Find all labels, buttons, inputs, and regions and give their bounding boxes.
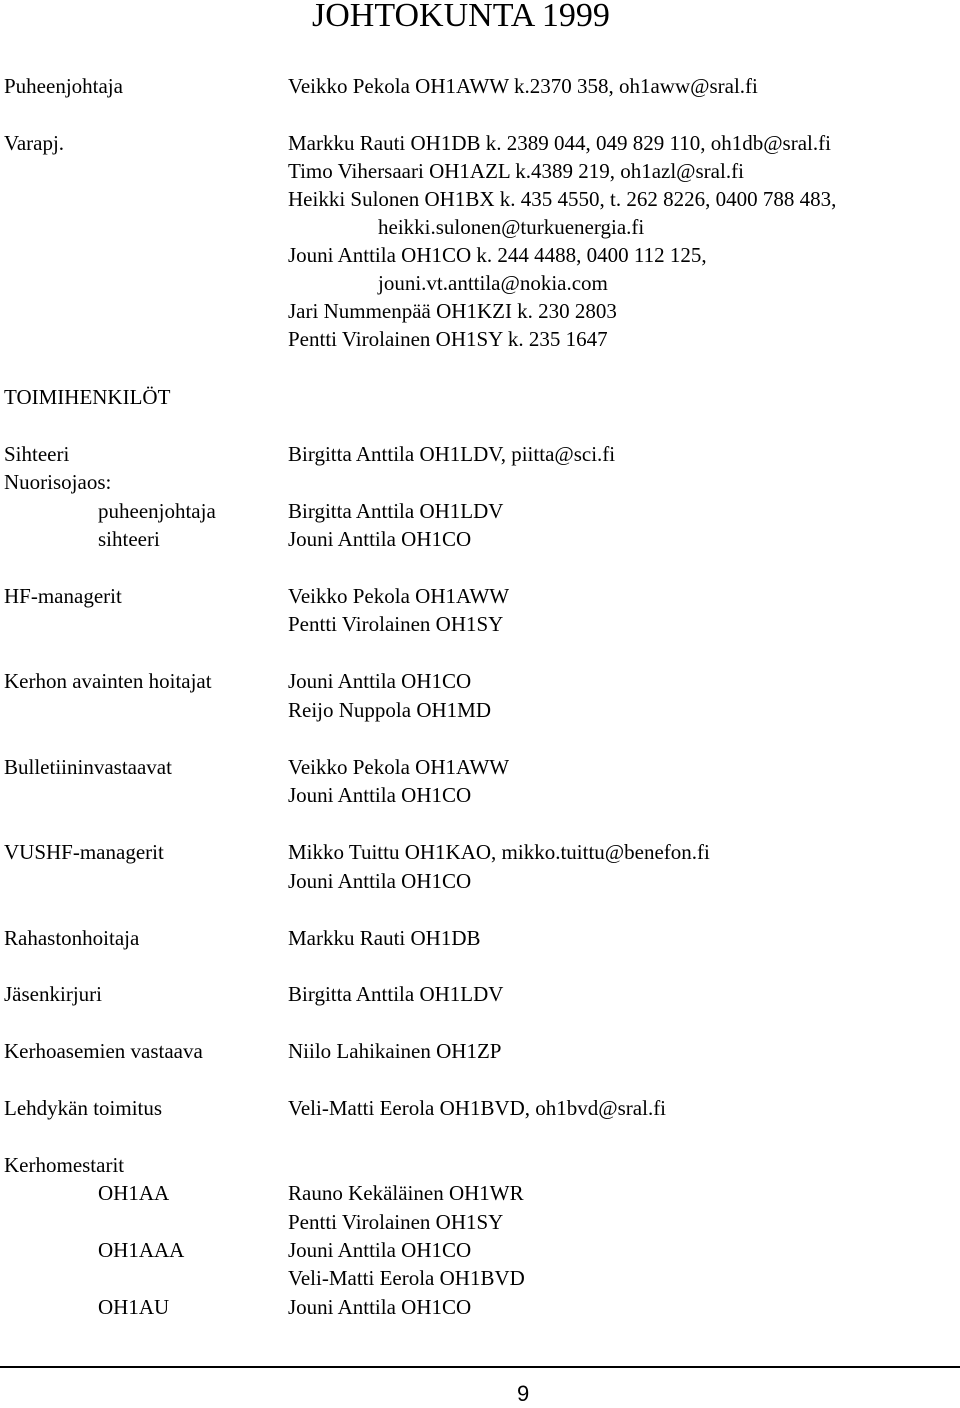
hf-label: HF-managerit: [4, 584, 122, 608]
vushf-value: Mikko Tuittu OH1KAO, mikko.tuittu@benefon.fi: [288, 840, 710, 864]
stations-value: Niilo Lahikainen OH1ZP: [288, 1039, 502, 1063]
vice-label: Varapj.: [4, 131, 65, 155]
master-person: Veli-Matti Eerola OH1BVD: [288, 1266, 525, 1290]
vice-line: Markku Rauti OH1DB k. 2389 044, 049 829 110, oh1db@sral.fi: [288, 131, 831, 155]
hf-value: Veikko Pekola OH1AWW: [288, 584, 510, 608]
treasurer-label: Rahastonhoitaja: [4, 926, 140, 950]
vice-line: Heikki Sulonen OH1BX k. 435 4550, t. 262 8226, 0400 788 483,: [288, 187, 837, 211]
stations-label: Kerhoasemien vastaava: [4, 1039, 203, 1063]
membership-value: Birgitta Anttila OH1LDV: [288, 982, 504, 1006]
nuoriso-label: Nuorisojaos:: [4, 470, 112, 494]
nuoriso-secretary-label: sihteeri: [98, 527, 160, 551]
vice-line: Jari Nummenpää OH1KZI k. 230 2803: [288, 299, 617, 323]
chair-value: Veikko Pekola OH1AWW k.2370 358, oh1aww@sral.fi: [288, 74, 758, 98]
page-title: JOHTOKUNTA 1999: [312, 0, 610, 34]
master-station: OH1AA: [98, 1181, 170, 1205]
magazine-value: Veli-Matti Eerola OH1BVD, oh1bvd@sral.fi: [288, 1096, 667, 1120]
treasurer-value: Markku Rauti OH1DB: [288, 926, 481, 950]
vice-line: Pentti Virolainen OH1SY k. 235 1647: [288, 327, 608, 351]
nuoriso-chair-label: puheenjohtaja: [98, 499, 216, 523]
sihteeri-label: Sihteeri: [4, 442, 70, 466]
vice-line: Jouni Anttila OH1CO k. 244 4488, 0400 112 125,: [288, 243, 707, 267]
vice-line: Timo Vihersaari OH1AZL k.4389 219, oh1azl@sral.fi: [288, 159, 744, 183]
nuoriso-secretary-value: Jouni Anttila OH1CO: [288, 527, 472, 551]
vice-line: heikki.sulonen@turkuenergia.fi: [378, 215, 645, 239]
membership-label: Jäsenkirjuri: [4, 982, 102, 1006]
master-station: OH1AAA: [98, 1238, 185, 1262]
keys-label: Kerhon avainten hoitajat: [4, 669, 212, 693]
page-number: 9: [517, 1381, 530, 1406]
nuoriso-chair-value: Birgitta Anttila OH1LDV: [288, 499, 504, 523]
master-person: Rauno Kekäläinen OH1WR: [288, 1181, 524, 1205]
chair-label: Puheenjohtaja: [4, 74, 123, 98]
master-person: Jouni Anttila OH1CO: [288, 1238, 472, 1262]
master-person: Pentti Virolainen OH1SY: [288, 1210, 504, 1234]
master-person: Jouni Anttila OH1CO: [288, 1295, 472, 1319]
bulletin-value: Veikko Pekola OH1AWW: [288, 755, 510, 779]
bulletin-label: Bulletiininvastaavat: [4, 755, 172, 779]
sihteeri-value: Birgitta Anttila OH1LDV, piitta@sci.fi: [288, 442, 616, 466]
footer-divider: [0, 1366, 960, 1368]
keys-value: Jouni Anttila OH1CO: [288, 669, 472, 693]
vushf-label: VUSHF-managerit: [4, 840, 164, 864]
hf-value: Pentti Virolainen OH1SY: [288, 612, 504, 636]
bulletin-value: Jouni Anttila OH1CO: [288, 783, 472, 807]
master-station: OH1AU: [98, 1295, 170, 1319]
vice-line: jouni.vt.anttila@nokia.com: [378, 271, 608, 295]
vushf-value: Jouni Anttila OH1CO: [288, 869, 472, 893]
keys-value: Reijo Nuppola OH1MD: [288, 698, 491, 722]
magazine-label: Lehdykän toimitus: [4, 1096, 163, 1120]
officials-heading: TOIMIHENKILÖT: [4, 385, 171, 409]
masters-label: Kerhomestarit: [4, 1153, 125, 1177]
